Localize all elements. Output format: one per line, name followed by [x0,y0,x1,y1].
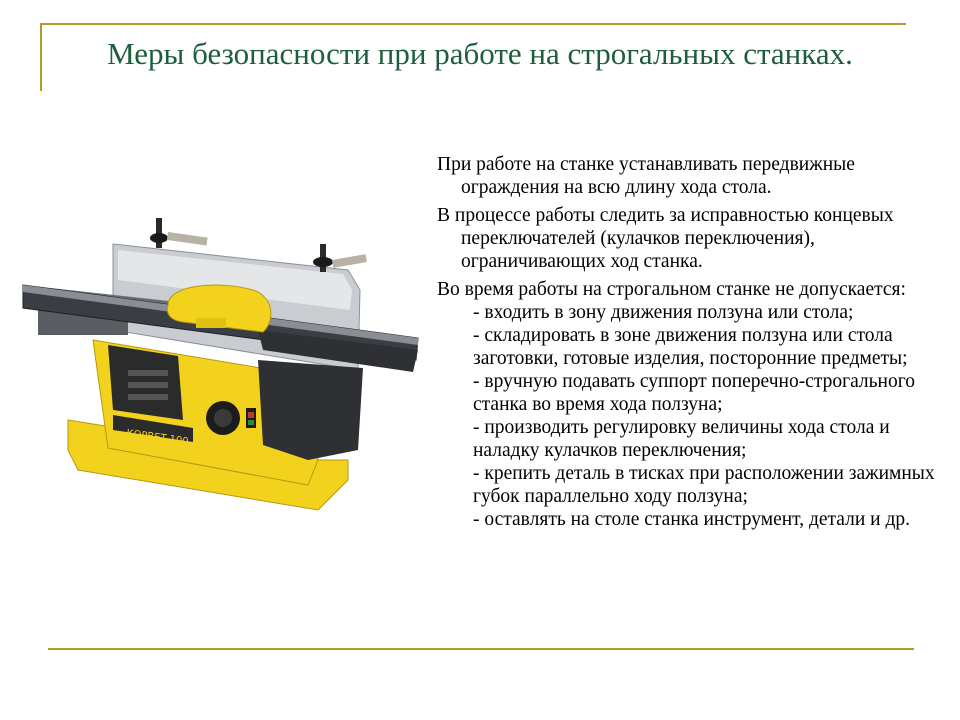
left-border-line [40,23,42,91]
paragraph-prohibited: Во время работы на строгальном станке не допускается: [437,279,906,300]
top-border-line [40,23,906,25]
machine-brand-label: КОРВЕТ 100 [125,428,190,448]
list-item: - оставлять на столе станка инструмент, детали и др. [473,509,911,530]
slide-body [437,153,953,531]
list-item: - входить в зону движения ползуна или стола; [473,302,854,323]
paragraph-guards: При работе на станке устанавливать передвижные ограждения на всю длину хода стола. [437,154,855,198]
bottom-border-line [48,648,914,650]
paragraph-switches: В процессе работы следить за исправностью концевых переключателей (кулачков переключения), ограничивающих ход станка. [437,205,894,272]
list-item: - вручную подавать суппорт поперечно-строгального станка во время хода ползуна; [473,371,915,415]
slide-title: Меры безопасности при работе на строгальных станках. [107,36,853,71]
list-item: - крепить деталь в тисках при расположении зажимных губок параллельно ходу ползуна; [473,463,935,507]
list-item: - производить регулировку величины хода стола и наладку кулачков переключения; [473,417,890,461]
planer-machine-image [18,210,428,530]
list-item: - складировать в зоне движения ползуна или стола заготовки, готовые изделия, посторонние предметы; [473,325,908,369]
